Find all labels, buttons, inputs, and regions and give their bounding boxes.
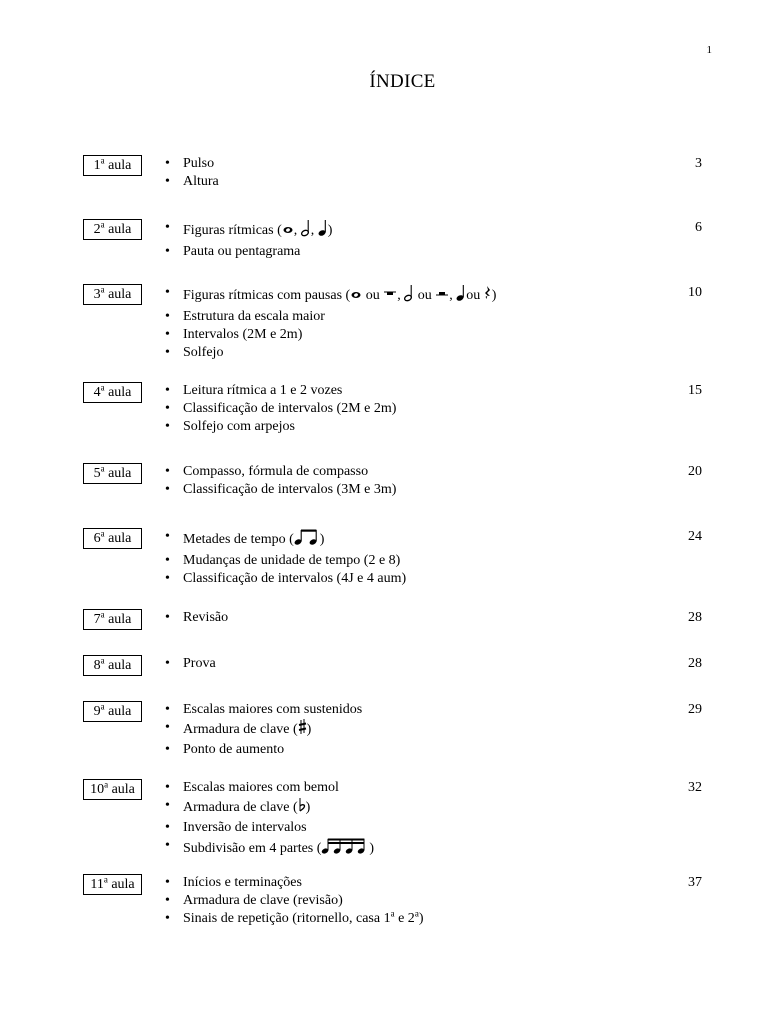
lesson-label: aula <box>108 531 132 546</box>
text-fragment: ) <box>305 800 311 816</box>
beamed-sixteenth-notes-icon <box>321 837 369 861</box>
topic-text: Escalas maiores com bemol <box>183 780 339 795</box>
lesson-label: aula <box>108 158 132 173</box>
bullet-icon: • <box>165 220 170 235</box>
bullet-icon: • <box>165 875 170 890</box>
quarter-rest-icon <box>484 285 492 307</box>
text-fragment: ) <box>491 288 497 304</box>
ou-text: ou <box>362 288 384 304</box>
topic-text: Altura <box>183 174 219 189</box>
topic-item <box>165 326 496 344</box>
bullet-icon: • <box>165 798 170 813</box>
topic-text: Intervalos (2M e 2m) <box>183 327 303 342</box>
bullet-icon: • <box>165 345 170 360</box>
topic-text: Compasso, fórmula de compasso <box>183 464 369 479</box>
bullet-icon: • <box>165 571 170 586</box>
bullet-icon: • <box>165 720 170 735</box>
lesson-label: aula <box>108 658 132 673</box>
lesson-label-box <box>83 779 142 800</box>
topic-text: Armadura de clave ( <box>183 800 298 816</box>
topic-list <box>165 382 396 436</box>
topic-item <box>165 655 216 673</box>
topic-list <box>165 874 423 928</box>
topic-item <box>165 382 396 400</box>
lesson-number: 1 <box>93 158 101 173</box>
topic-item <box>165 874 423 892</box>
topic-text: Figuras rítmicas com pausas ( <box>183 288 351 304</box>
bullet-icon: • <box>165 553 170 568</box>
topic-item <box>165 741 362 759</box>
page-reference: 6 <box>695 220 702 235</box>
topic-item <box>165 910 423 928</box>
topic-item <box>165 837 374 861</box>
page-reference: 24 <box>688 529 702 544</box>
bullet-icon: • <box>165 156 170 171</box>
ou-text: ou <box>466 288 484 304</box>
lesson-number: 4 <box>93 385 101 400</box>
topic-item <box>165 552 406 570</box>
page-reference: 10 <box>688 285 702 300</box>
topic-text: Subdivisão em 4 partes ( <box>183 841 322 857</box>
lesson-number: 8 <box>93 658 101 673</box>
topic-text: Metades de tempo ( <box>183 532 294 548</box>
topic-item <box>165 819 374 837</box>
topic-text: Leitura rítmica a 1 e 2 vozes <box>183 383 343 398</box>
topic-list <box>165 609 228 627</box>
topic-text: Solfejo com arpejos <box>183 419 295 434</box>
topic-text: Solfejo <box>183 345 224 360</box>
lesson-label-box <box>83 219 142 240</box>
topic-list <box>165 779 374 861</box>
topic-text: Inversão de intervalos <box>183 820 307 835</box>
flat-sign-icon <box>298 797 306 819</box>
bullet-icon: • <box>165 464 170 479</box>
bullet-icon: • <box>165 285 170 300</box>
lesson-label: aula <box>108 466 132 481</box>
bullet-icon: • <box>165 742 170 757</box>
topic-item <box>165 797 374 819</box>
topic-item <box>165 779 374 797</box>
bullet-icon: • <box>165 309 170 324</box>
bullet-icon: • <box>165 327 170 342</box>
topic-item <box>165 308 496 326</box>
page-number: 1 <box>706 44 712 56</box>
topic-item <box>165 609 228 627</box>
page-reference: 28 <box>688 656 702 671</box>
lesson-label: aula <box>108 287 132 302</box>
ordinal-indicator: a <box>104 779 109 790</box>
ou-text: ou <box>414 288 436 304</box>
topic-list <box>165 284 496 362</box>
ordinal-indicator: a <box>100 219 105 230</box>
topic-text: Ponto de aumento <box>183 742 285 757</box>
topic-text: Classificação de intervalos (3M e 3m) <box>183 482 397 497</box>
ordinal-indicator: a <box>100 463 105 474</box>
lesson-label-box <box>83 155 142 176</box>
bullet-icon: • <box>165 656 170 671</box>
half-note-icon <box>301 219 311 243</box>
lesson-number: 11 <box>90 877 104 892</box>
whole-note-icon <box>282 222 294 240</box>
topic-item <box>165 155 219 173</box>
topic-text: Figuras rítmicas ( <box>183 223 282 239</box>
half-note-icon <box>404 284 414 308</box>
sharp-sign-icon <box>298 719 307 741</box>
topic-text: Classificação de intervalos (2M e 2m) <box>183 401 397 416</box>
text-fragment: ) <box>369 841 375 857</box>
lesson-label-box <box>83 874 142 895</box>
bullet-icon: • <box>165 610 170 625</box>
quarter-note-icon <box>318 219 328 243</box>
lesson-label: aula <box>111 782 135 797</box>
topic-text: Sinais de repetição (ritornello, casa 1 <box>183 911 391 926</box>
lesson-number: 7 <box>93 612 101 627</box>
topic-item <box>165 173 219 191</box>
topic-item <box>165 418 396 436</box>
lesson-number: 6 <box>93 531 101 546</box>
bullet-icon: • <box>165 838 170 853</box>
ordinal-indicator: a <box>100 155 105 166</box>
text-fragment: , <box>397 288 405 304</box>
topic-item <box>165 219 332 243</box>
topic-text: Armadura de clave ( <box>183 722 298 738</box>
ordinal-indicator: a <box>100 609 105 620</box>
lesson-number: 3 <box>93 287 101 302</box>
page-title: ÍNDICE <box>369 71 436 92</box>
bullet-icon: • <box>165 401 170 416</box>
topic-list <box>165 155 219 191</box>
topic-item <box>165 400 396 418</box>
topic-item <box>165 701 362 719</box>
text-fragment: ) <box>306 722 312 738</box>
lesson-number: 2 <box>93 222 101 237</box>
topic-list <box>165 701 362 759</box>
topic-item <box>165 719 362 741</box>
beamed-eighth-notes-icon <box>294 528 320 552</box>
ordinal-indicator: a <box>103 874 108 885</box>
bullet-icon: • <box>165 702 170 717</box>
bullet-icon: • <box>165 244 170 259</box>
bullet-icon: • <box>165 529 170 544</box>
bullet-icon: • <box>165 893 170 908</box>
ordinal-indicator: a <box>100 382 105 393</box>
text-fragment: e 2 <box>394 911 415 926</box>
bullet-icon: • <box>165 419 170 434</box>
topic-text: Pulso <box>183 156 215 171</box>
topic-list <box>165 528 406 588</box>
ordinal-indicator: a <box>100 701 105 712</box>
topic-list <box>165 655 216 673</box>
lesson-label-box <box>83 284 142 305</box>
ordinal-indicator: a <box>100 284 105 295</box>
topic-item <box>165 481 396 499</box>
whole-rest-icon <box>383 287 397 305</box>
text-fragment: ) <box>327 223 333 239</box>
half-rest-icon <box>435 287 449 305</box>
page-reference: 15 <box>688 383 702 398</box>
topic-text: Inícios e terminações <box>183 875 302 890</box>
topic-item <box>165 344 496 362</box>
page-reference: 29 <box>688 702 702 717</box>
lesson-label-box <box>83 382 142 403</box>
topic-item <box>165 570 406 588</box>
lesson-label-box <box>83 701 142 722</box>
topic-list <box>165 463 396 499</box>
lesson-label-box <box>83 528 142 549</box>
topic-text: Prova <box>183 656 216 671</box>
bullet-icon: • <box>165 383 170 398</box>
page-reference: 37 <box>688 875 702 890</box>
bullet-icon: • <box>165 482 170 497</box>
lesson-label: aula <box>108 385 132 400</box>
lesson-label-box <box>83 655 142 676</box>
text-fragment: ) <box>418 911 424 926</box>
text-fragment: , <box>293 223 301 239</box>
page-reference: 20 <box>688 464 702 479</box>
quarter-note-icon <box>456 284 466 308</box>
lesson-label-box <box>83 609 142 630</box>
topic-text: Classificação de intervalos (4J e 4 aum) <box>183 571 407 586</box>
topic-list <box>165 219 332 261</box>
lesson-label: aula <box>111 877 135 892</box>
lesson-label: aula <box>108 222 132 237</box>
lesson-label-box <box>83 463 142 484</box>
page-reference: 32 <box>688 780 702 795</box>
text-fragment: ) <box>319 532 325 548</box>
lesson-label: aula <box>108 704 132 719</box>
text-fragment: , <box>310 223 318 239</box>
lesson-number: 5 <box>93 466 101 481</box>
topic-text: Escalas maiores com sustenidos <box>183 702 363 717</box>
bullet-icon: • <box>165 174 170 189</box>
text-fragment: , <box>449 288 457 304</box>
topic-item <box>165 463 396 481</box>
whole-note-icon <box>350 287 362 305</box>
page-reference: 28 <box>688 610 702 625</box>
topic-text: Mudanças de unidade de tempo (2 e 8) <box>183 553 401 568</box>
lesson-number: 9 <box>93 704 101 719</box>
topic-text: Estrutura da escala maior <box>183 309 325 324</box>
topic-item <box>165 284 496 308</box>
lesson-number: 10 <box>90 782 105 797</box>
topic-text: Pauta ou pentagrama <box>183 244 301 259</box>
topic-text: Armadura de clave (revisão) <box>183 893 343 908</box>
topic-text: Revisão <box>183 610 229 625</box>
ordinal-indicator: a <box>390 908 395 919</box>
topic-item <box>165 892 423 910</box>
ordinal-indicator: a <box>100 655 105 666</box>
topic-item <box>165 528 406 552</box>
ordinal-indicator: a <box>414 908 419 919</box>
lesson-label: aula <box>108 612 132 627</box>
bullet-icon: • <box>165 780 170 795</box>
page-reference: 3 <box>695 156 702 171</box>
ordinal-indicator: a <box>100 528 105 539</box>
bullet-icon: • <box>165 911 170 926</box>
topic-item <box>165 243 332 261</box>
bullet-icon: • <box>165 820 170 835</box>
